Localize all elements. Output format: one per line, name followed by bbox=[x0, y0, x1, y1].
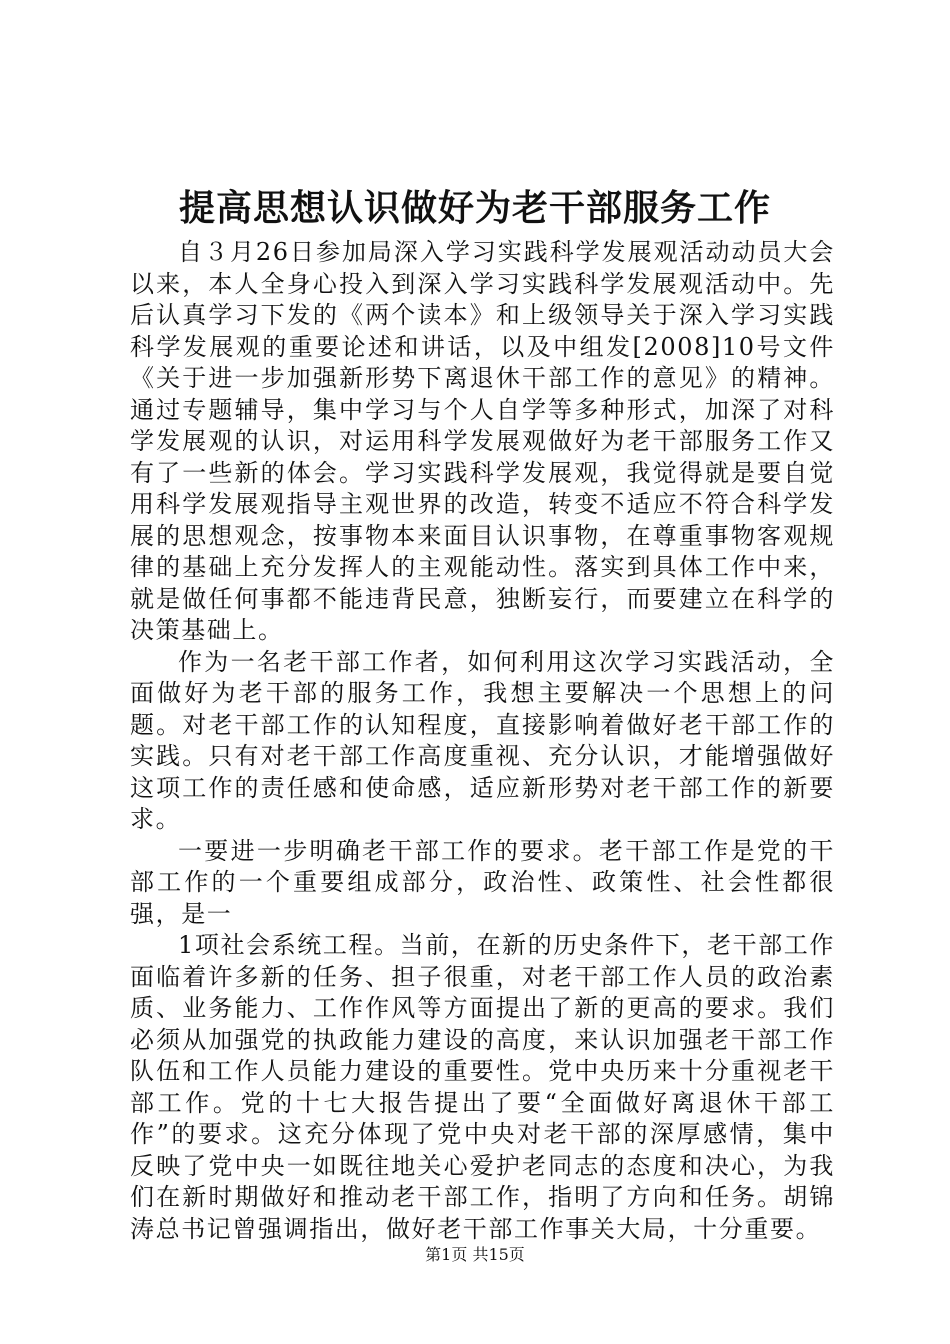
paragraph-2: 作为一名老干部工作者，如何利用这次学习实践活动，全面做好为老干部的服务工作，我想主要解决一个思想上的问题。对老干部工作的认知程度，直接影响着做好老干部工作的实践。只有对老干部工作高度重视、充分认识，才能增强做好这项工作的责任感和使命感，适应新形势对老干部工作的新要求。 bbox=[130, 647, 835, 833]
paragraph-3: 一要进一步明确老干部工作的要求。老干部工作是党的干部工作的一个重要组成部分，政治性、政策性、社会性都很强，是一 bbox=[130, 836, 835, 928]
page-footer: 第1页 共15页 bbox=[425, 1245, 525, 1264]
document-body bbox=[130, 237, 835, 1245]
document-title: 提高思想认识做好为老干部服务工作 bbox=[178, 187, 771, 229]
paragraph-1: 自３月26日参加局深入学习实践科学发展观活动动员大会以来，本人全身心投入到深入学习实践科学发展观活动中。先后认真学习下发的《两个读本》和上级领导关于深入学习实践科学发展观的重要论述和讲话，以及中组发[2008]10号文件《关于进一步加强新形势下离退休干部工作的意见》的精神。通过专题辅导，集中学习与个人自学等多种形式，加深了对科学发展观的认识，对运用科学发展观做好为老干部服务工作又有了一些新的体会。学习实践科学发展观，我觉得就是要自觉用科学发展观指导主观世界的改造，转变不适应不符合科学发展的思想观念，按事物本来面目认识事物，在尊重事物客观规律的基础上充分发挥人的主观能动性。落实到具体工作中来，就是做任何事都不能违背民意，独断妄行，而要建立在科学的决策基础上。 bbox=[130, 238, 835, 644]
paragraph-4: 1项社会系统工程。当前，在新的历史条件下，老干部工作面临着许多新的任务、担子很重，对老干部工作人员的政治素质、业务能力、工作作风等方面提出了新的更高的要求。我们必须从加强党的执政能力建设的高度，来认识加强老干部工作队伍和工作人员能力建设的重要性。党中央历来十分重视老干部工作。党的十七大报告提出了要“全面做好离退休干部工作”的要求。这充分体现了党中央对老干部的深厚感情，集中反映了党中央一如既往地关心爱护老同志的态度和决心，为我们在新时期做好和推动老干部工作，指明了方向和任务。胡锦涛总书记曾强调指出，做好老干部工作事关大局，十分重要。 bbox=[130, 931, 835, 1243]
